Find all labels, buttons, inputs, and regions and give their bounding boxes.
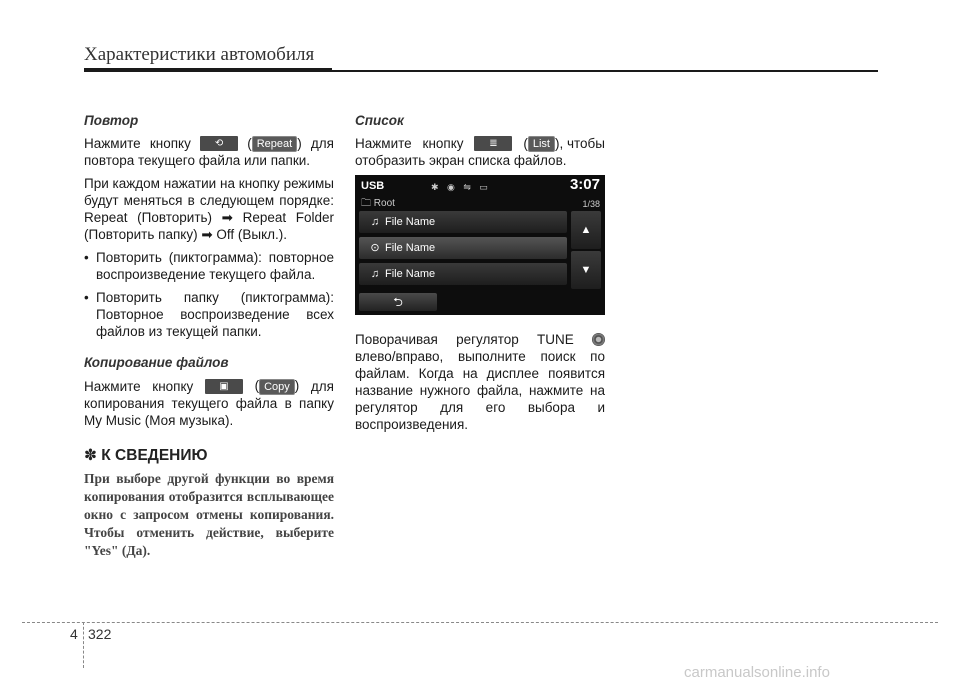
text: Нажмите [84, 378, 141, 394]
tune-intro-line [355, 331, 605, 348]
list-button-image [474, 136, 512, 151]
text: ( [247, 136, 252, 151]
play-circle-icon: ⊙ [370, 241, 380, 254]
list-intro-line [355, 135, 605, 152]
chapter-number: 4 [70, 626, 78, 642]
text: ), чтобы [554, 136, 605, 151]
text: ) [297, 136, 302, 151]
bullet-dot: • [84, 250, 89, 266]
bluetooth-usb-status-icons: ✱ ◉ ⇋ ▭ [431, 182, 491, 193]
page-number: 322 [88, 626, 112, 642]
usb-list-screen [355, 175, 605, 315]
list-intro-rest: отобразить экран списка файлов. [355, 153, 567, 169]
left-column [84, 112, 334, 560]
tune-knob-icon [592, 333, 605, 346]
text: Нажмите [84, 136, 141, 152]
repeat-label: Repeat [252, 136, 297, 152]
back-button[interactable] [359, 293, 437, 311]
text: кнопку [152, 378, 194, 394]
text: регулятор [456, 332, 519, 348]
text: ) [294, 378, 300, 394]
page-header-title: Характеристики автомобиля [84, 44, 315, 65]
repeat-bullet-1 [84, 249, 334, 283]
file-name: File Name [385, 241, 436, 254]
copy-label: Copy [259, 379, 295, 395]
copy-intro-rest: копирования текущего файла в папку My Music (Моя музыка). [84, 395, 334, 428]
track-count: 1/38 [582, 199, 600, 210]
arrow-down-icon: ▼ [580, 263, 592, 276]
header-rule-thick [84, 68, 332, 72]
text: для [310, 136, 334, 152]
footer-rule [22, 622, 938, 623]
text: TUNE [536, 332, 574, 348]
music-note-icon: ♫ [370, 215, 380, 228]
scroll-down-button[interactable] [571, 251, 601, 289]
repeat-button-image [200, 136, 238, 151]
repeat-modes-paragraph: При каждом нажатии на кнопку режимы будут меняться в следующем порядке: Repeat (Повторить) ➡ Repeat Folder (Повторить папку) ➡ Off (Выкл.). [84, 176, 334, 243]
repeat-bullet-2 [84, 289, 334, 340]
text: Поворачивая [355, 332, 438, 348]
repeat-intro-rest: повтора текущего файла или папки. [84, 153, 311, 169]
right-column [355, 112, 605, 439]
folder-name: Root [373, 198, 395, 210]
repeat-intro-line [84, 135, 334, 152]
note-title: ✽ К СВЕДЕНИЮ [84, 446, 208, 464]
text: ( [254, 378, 260, 394]
text: для [310, 378, 334, 394]
tune-paragraph: влево/вправо, выполните поиск по файлам. Когда на дисплее появится название нужного файла, нажмите на регулятор для его выбора и воспроизведения. [355, 349, 605, 433]
bullet-dot: • [84, 290, 89, 306]
folder-root [361, 195, 395, 212]
copy-section-title: Копирование файлов [84, 355, 229, 371]
save-icon: ▣ [219, 380, 229, 392]
text: кнопку [149, 136, 191, 152]
back-icon: ⮌ [393, 294, 403, 309]
file-name: File Name [385, 267, 436, 280]
file-row[interactable] [359, 211, 567, 233]
file-row[interactable] [359, 237, 567, 259]
file-row[interactable] [359, 263, 567, 285]
folder-icon: 🗀 [361, 198, 371, 210]
text: кнопку [422, 136, 464, 152]
copy-button-image [205, 379, 243, 394]
note-body: При выборе другой функции во время копирования отобразится всплывающее окно с запросом отмены копирования. Чтобы отменить действие, выберите "Yes" (Да). [84, 470, 334, 558]
list-icon: ≣ [489, 138, 498, 150]
footer-divider [83, 622, 84, 668]
repeat-icon: ⟲ [214, 138, 224, 150]
bullet-text: Повторить (пиктограмма): повторное воспроизведение текущего файла. [96, 250, 334, 283]
repeat-section-title: Повтор [84, 113, 139, 128]
scroll-up-button[interactable] [571, 211, 601, 249]
screen-time: 3:07 [569, 176, 600, 194]
screen-source: USB [361, 180, 385, 193]
file-name: File Name [385, 215, 436, 228]
copy-intro-line [84, 377, 334, 394]
watermark: carmanualsonline.info [684, 664, 830, 681]
text: Нажмите [355, 136, 412, 152]
list-section-title: Список [355, 113, 404, 128]
music-note-icon: ♫ [370, 267, 380, 280]
header-rule-thin [332, 70, 878, 72]
arrow-up-icon: ▲ [580, 223, 592, 236]
list-label: List [528, 136, 555, 152]
bullet-text: Повторить папку (пиктограмма): Повторное воспроизведение всех файлов из текущей папки. [96, 290, 334, 340]
text: ( [523, 136, 528, 151]
